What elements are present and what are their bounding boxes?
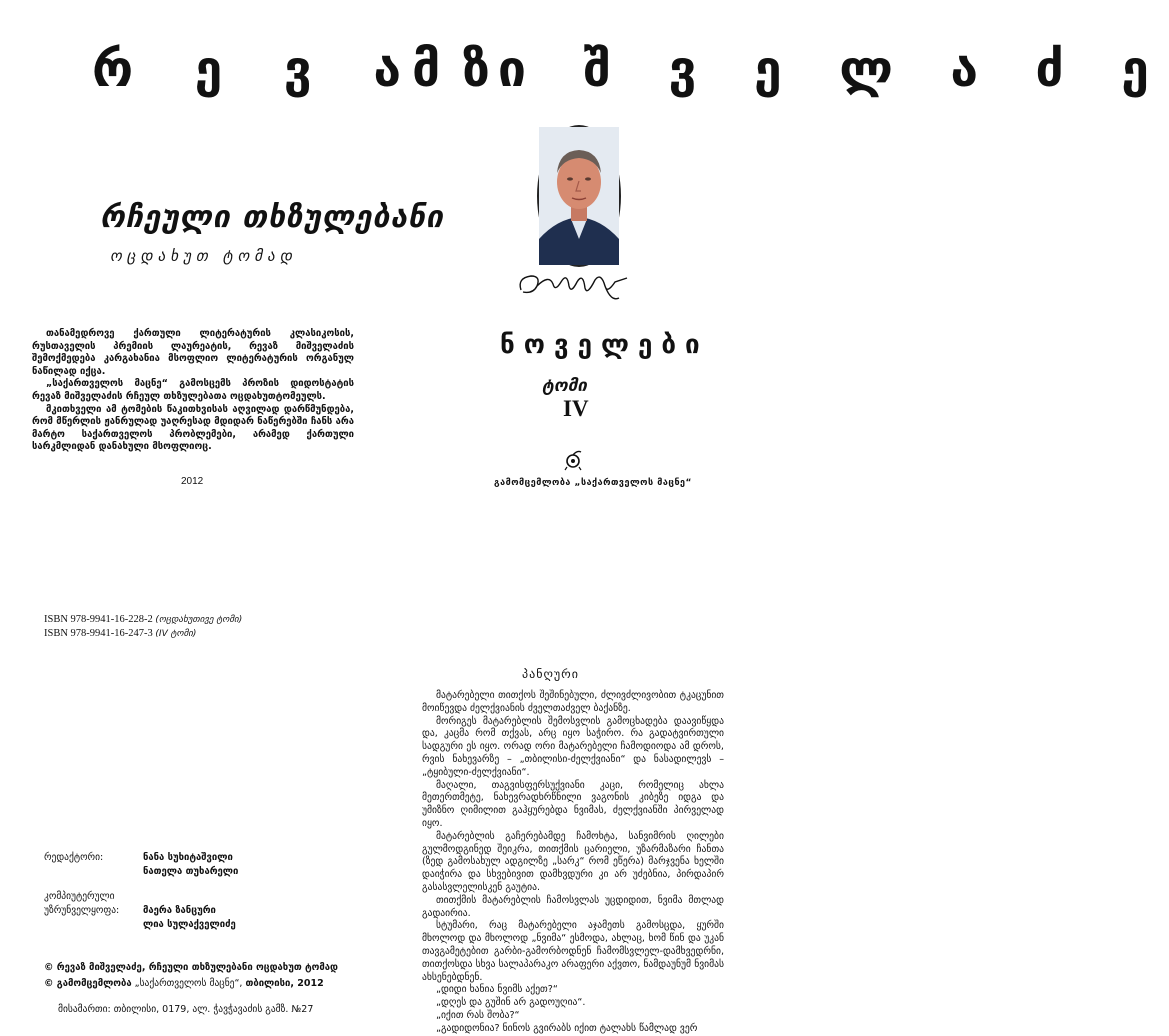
support-label: უზრუნველყოფა:: [44, 905, 120, 916]
editor-name: ნათელა თუხარელი: [143, 866, 239, 877]
story-paragraph: თითქმის მატარებლის ჩამოსვლას უცდიდით, ნვიმა მთლად გადაირია.: [422, 894, 724, 919]
isbn-code: ISBN 978-9941-16-228-2: [44, 614, 153, 625]
story-text: [422, 690, 724, 1036]
author-last-name: მ ი შ ვ ე ლ ა ძ ე: [412, 40, 1169, 98]
story-paragraph: „დღეს და გუშინ არ გადოუღია“.: [436, 997, 586, 1009]
isbn-all-volumes: [44, 614, 242, 625]
annotation-paragraph: მკითხველი ამ ტომების წაკითხვისას აღვილად დარწმუნდება, რომ მწერლის ჟანრულად უაღრესად მდიდარ ნაწერებში ჩანს არა მარტო საქართველოს პრობლემები, არამედ ქართული სარკმლიდან დანახული მსოფლიოც.: [32, 403, 354, 453]
author-first-name: რ ე ვ ა ზ: [92, 40, 512, 98]
genre-title: ნოველები: [500, 330, 709, 360]
portrait-image: [539, 127, 619, 265]
publication-year: 2012: [181, 476, 204, 487]
editor-label: რედაქტორი:: [44, 852, 104, 863]
copyright-publisher: [44, 978, 324, 989]
volume-number: IV: [563, 396, 589, 421]
story-paragraph: მატარებლის გაჩერებამდე ჩამოხტა, სანვიმრის ღილები გულმოდგინედ შეიკრა, თითქმის ცარიელი, უზარმაზარი ჩანთა (ზედ გამოსახულ ადგილზე „სარკ“ რომ ეწერა) მარჯვენა ხელში დაიჭირა და სხვებივით დამხვდური კი არ უძებნია, პირდაპირ გასასვლელისკენ გაუტია.: [422, 830, 724, 893]
isbn-note: (ოცდახუთივე ტომი): [155, 615, 243, 625]
story-paragraph: მორიგეს მატარებლის შემოსვლის გამოცხადება დაავიწყდა და, კაცმა რომ თქვას, არც იყო საჭირო. რა გადატვირთული სადგური ეს იყო. ორად ორი მატარებელი ჩამოდიოდა ამ დროს, რვის ნახევარზე – „თბილისი-ძელქვიანი“ და ნასადილევს – „ტყიბული-ძელქვიანი“.: [422, 715, 724, 778]
annotation-paragraph: „საქართველოს მაცნე“ გამოსცემს პროზის დიდოსტატის რევაზ მიშველაძის რჩეულ თხზულებათა ოცდახუთტომეულს.: [32, 378, 354, 402]
copyright-publisher-place: თბილისი, 2012: [245, 978, 324, 989]
editor-name: ნანა სუხიტაშვილი: [143, 852, 233, 863]
publisher-name: გამომცემლობა „საქართველოს მაცნე“: [494, 478, 692, 488]
story-paragraph: სტუმარი, რაც მატარებელი აჯამეთს გამოსცდა, ყურში მხოლოდ და მხოლოდ „ნვიმა“ ესმოდა, ახლაც, ხომ წინ და უკან თავგამეტებით გარბი-გამორბოდნენ ჩამომსვლელ-დამხვედრნი, თითქოსდა სხვა სალაპარაკო არაფერი აქვთო, ნამდაუნუმ ნვიმას ახსენებდნენ.: [422, 920, 724, 983]
isbn-note: (IV ტომი): [155, 629, 197, 639]
support-label: კომპიუტერული: [44, 891, 115, 902]
support-name: ლია სულაქველიძე: [143, 919, 236, 930]
copyright-author: © რევაზ მიშველაძე, რჩეული თხზულებანი ოცდახუთ ტომად: [44, 962, 338, 973]
copyright-publisher-name: „საქართველოს მაცნე“,: [131, 978, 246, 989]
author-portrait: [537, 125, 621, 267]
story-paragraph: მაღალი, თაგვისფერსუქვიანი კაცი, რომელიც ახლა მეთერთმეტე, ნახევრადხრწნილი ვაგონის კიბეზე იდგა და უმიზნო ღიმილით გაჰყურებდა ნვიმას, ძელქვიანში პირველად იყო.: [422, 779, 724, 829]
author-signature: [515, 268, 635, 308]
isbn-volume-4: [44, 628, 196, 639]
series-subtitle: ოცდახუთ ტომად: [110, 247, 298, 265]
series-title: რჩეული თხზულებანი: [100, 200, 444, 235]
story-title: პანღური: [522, 667, 579, 681]
publisher-logo-icon: [563, 449, 583, 471]
volume-label: ტომი: [542, 376, 587, 396]
annotation-paragraph: თანამედროვე ქართული ლიტერატურის კლასიკოსის, რუსთაველის პრემიის ლაურეატის, რევაზ მიშველაძის შემოქმედება კარგახანია მსოფლიო ლიტერატურის ორგანულ ნაწილად იქცა.: [32, 328, 354, 377]
story-paragraph: მატარებელი თითქოს შეშინებული, ძლივძლივობით ტკაცუნით მოიწევდა ძელქვიანის ძველთაძველ ბაქანზე.: [422, 690, 724, 714]
copyright-publisher-prefix: © გამომცემლობა: [44, 978, 132, 989]
publisher-address: მისამართი: თბილისი, 0179, ალ. ჭავჭავაძის გამზ. №27: [58, 1004, 314, 1015]
isbn-code: ISBN 978-9941-16-247-3: [44, 628, 153, 639]
support-name: მაერა ზანცური: [143, 905, 216, 916]
story-paragraph: „გადიდონია? ნინოს გვირაბს იქით ტალახს წამლად ვერ: [436, 1022, 698, 1034]
story-paragraph: „იქით რას შობა?“: [436, 1009, 520, 1021]
story-paragraph: „დიდი ხანია ნვიმს აქეთ?“: [436, 984, 558, 996]
annotation-text: [32, 328, 354, 454]
